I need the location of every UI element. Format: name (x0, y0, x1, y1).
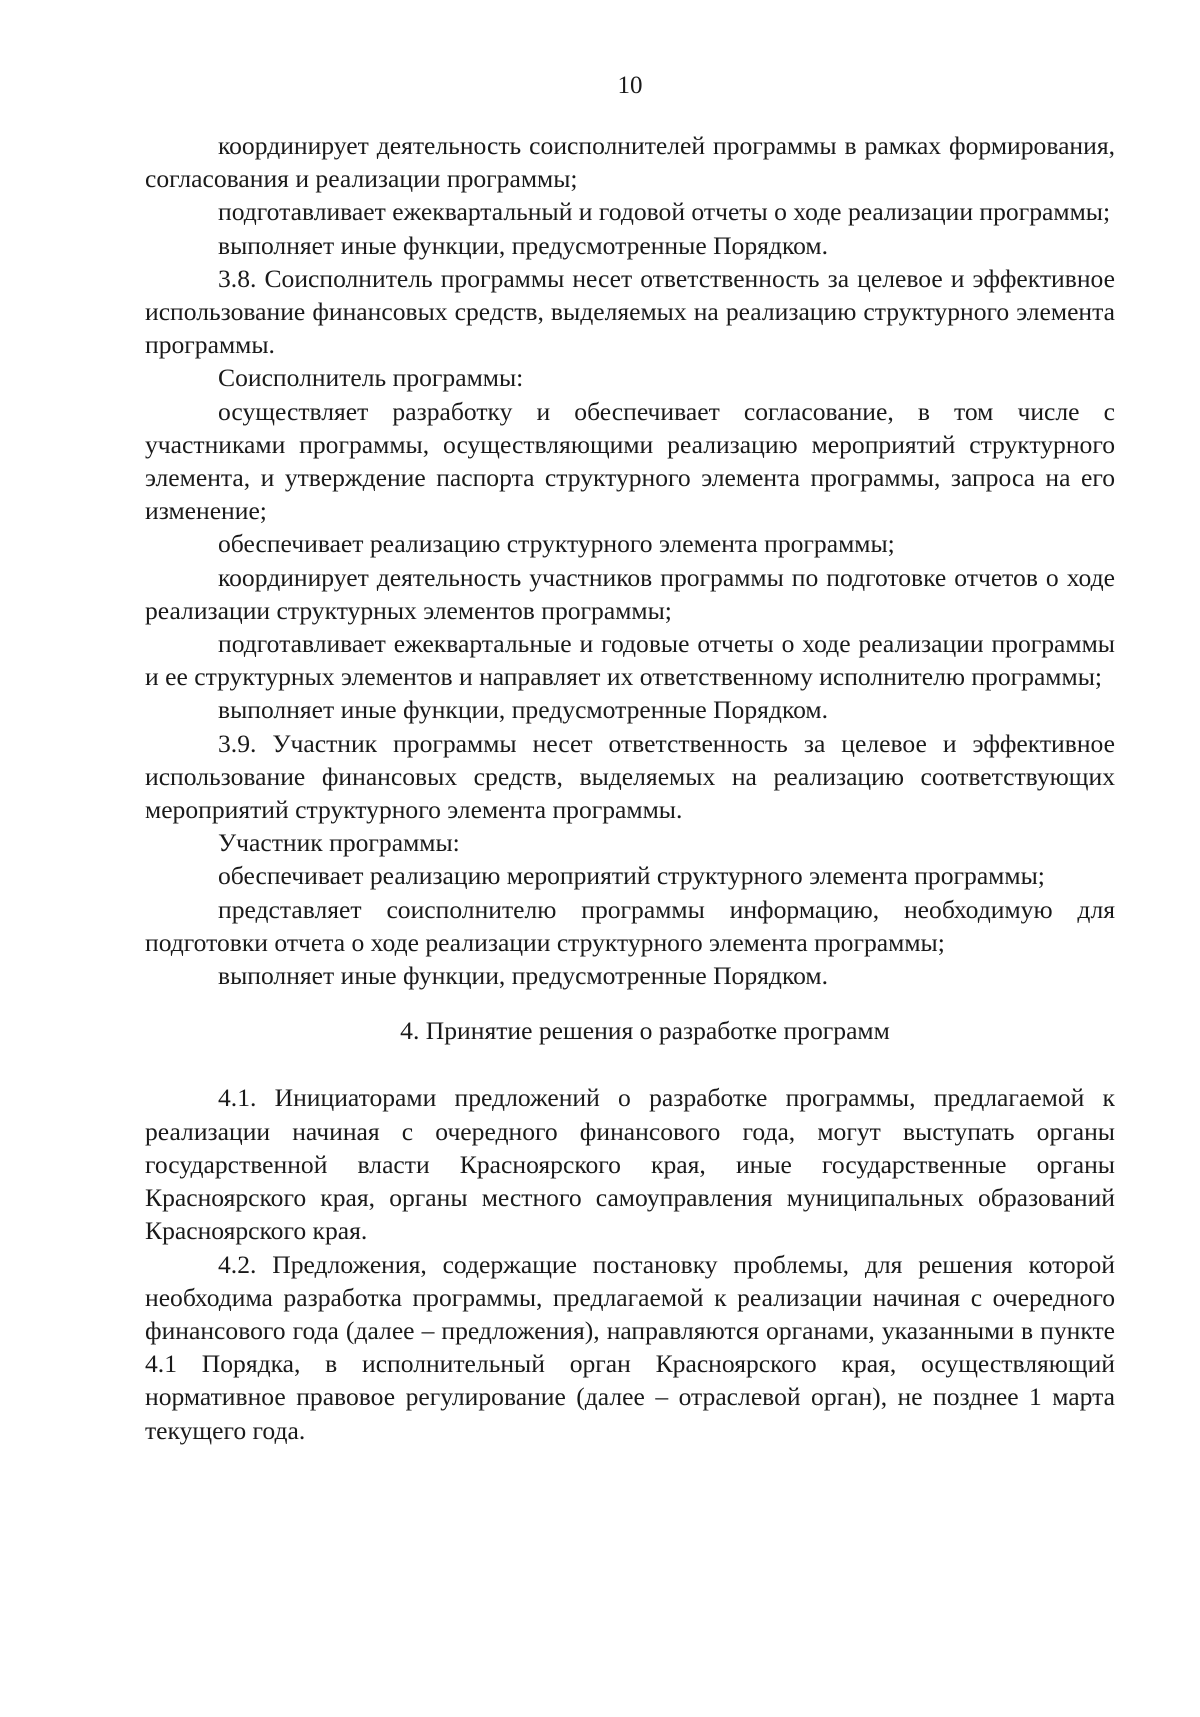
page-number: 10 (617, 72, 643, 99)
document-body (145, 129, 1115, 1447)
paragraph: обеспечивает реализацию мероприятий структурного элемента программы; (218, 861, 1045, 891)
paragraph: 4.1. Инициаторами предложений о разработке программы, предлагаемой к реализации начиная с очередного финансового года, могут выступать органы государственной власти Красноярского края, иные государственные органы Красноярского края, органы местного самоуправления муниципальных образований Красноярского края. (145, 1083, 1115, 1246)
paragraph: выполняет иные функции, предусмотренные Порядком. (218, 695, 828, 725)
paragraph: осуществляет разработку и обеспечивает согласование, в том числе с участниками программы, осуществляющими реализацию мероприятий структурного элемента, и утверждение паспорта структурного элемента программы, запроса на его изменение; (145, 396, 1115, 526)
paragraph: Участник программы: (218, 828, 460, 858)
paragraph: Соисполнитель программы: (218, 363, 524, 393)
paragraph: представляет соисполнителю программы информацию, необходимую для подготовки отчета о ходе реализации структурного элемента программы; (145, 894, 1115, 957)
paragraph: координирует деятельность участников программы по подготовке отчетов о ходе реализации структурных элементов программы; (145, 562, 1115, 625)
paragraph: 4.2. Предложения, содержащие постановку проблемы, для решения которой необходима разработка программы, предлагаемой к реализации начиная с очередного финансового года (далее – предложения), направляются органами, указанными в пункте 4.1 Порядка, в исполнительный орган Красноярского края, осуществляющий нормативное правовое регулирование (далее – отраслевой орган), не позднее 1 марта текущего года. (145, 1249, 1115, 1445)
paragraph: обеспечивает реализацию структурного элемента программы; (218, 529, 895, 559)
paragraph: координирует деятельность соисполнителей программы в рамках формирования, согласования и реализации программы; (145, 131, 1115, 194)
section-heading: 4. Принятие решения о разработке программ (400, 1016, 890, 1046)
paragraph: подготавливает ежеквартальный и годовой отчеты о ходе реализации программы; (218, 197, 1111, 227)
paragraph: подготавливает ежеквартальные и годовые отчеты о ходе реализации программы и ее структурных элементов и направляет их ответственному исполнителю программы; (145, 629, 1115, 692)
paragraph: 3.8. Соисполнитель программы несет ответственность за целевое и эффективное использование финансовых средств, выделяемых на реализацию структурного элемента программы. (145, 263, 1115, 360)
paragraph: 3.9. Участник программы несет ответственность за целевое и эффективное использование финансовых средств, выделяемых на реализацию соответствующих мероприятий структурного элемента программы. (145, 728, 1115, 825)
paragraph: выполняет иные функции, предусмотренные Порядком. (218, 230, 828, 260)
paragraph: выполняет иные функции, предусмотренные Порядком. (218, 961, 828, 991)
